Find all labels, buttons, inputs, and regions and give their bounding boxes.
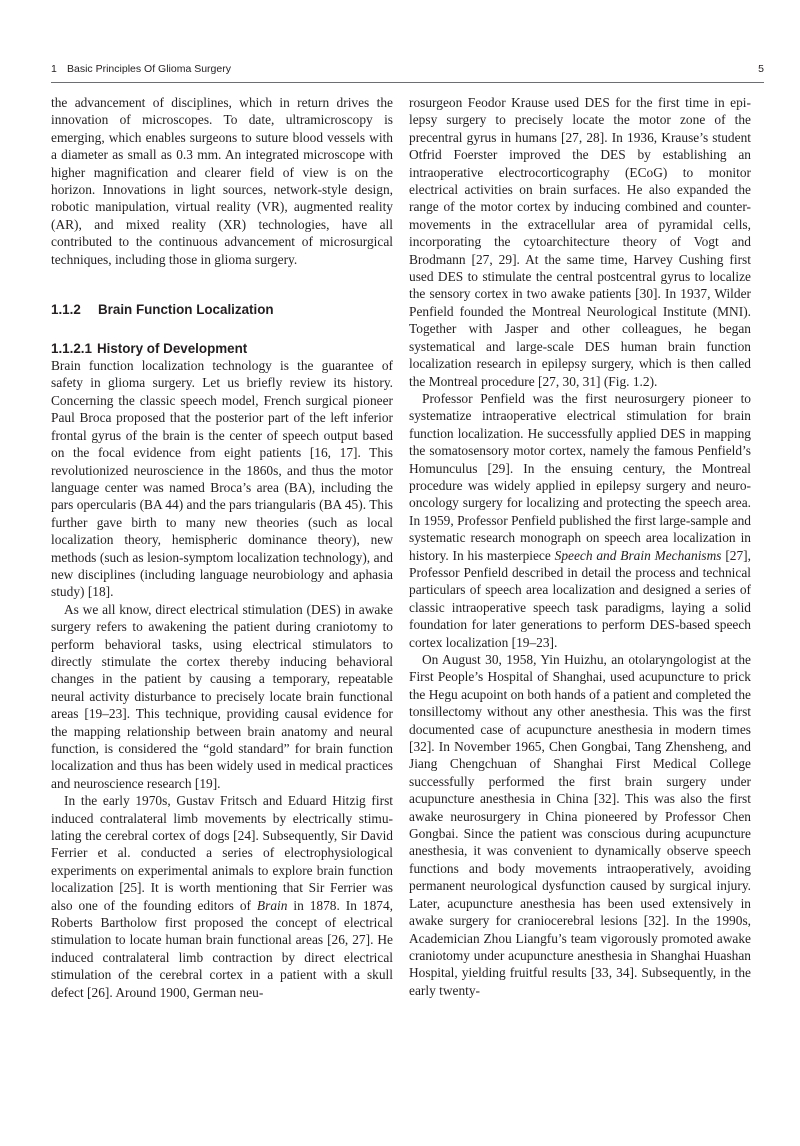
text-segment: In the early 1970s, Gustav Fritsch and Eduard Hitzig first induced contralateral limb movements by electrically stimulating the cerebral cortex of dogs [24]. Subsequently, Sir David Ferrier et al. conducted a series of electrophysiological experiments on experimental animals to explore brain function localization [25]. It is worth mentioning that Sir Ferrier was also one of the founding editors of <box>51 793 393 913</box>
paragraph-fritsch-hitzig <box>51 792 393 1001</box>
paragraph-des-definition: As we all know, direct electrical stimulation (DES) in awake surgery refers to awakening the patient during craniotomy to perform behavioral tasks, using electrical stimulators to directly stimulate the cortex thereby inducing behavioral changes in the patient by causing a temporary, repeatable neural activity disturbance to precisely locate brain functional areas [19–23]. This technique, providing causal evidence for the mapping relationship between brain anatomy and neural function, is considered the “gold standard” for brain function localization and thus has been widely used in medical practices and neuroscience research [19]. <box>51 601 393 791</box>
subsection-heading <box>51 340 393 357</box>
paragraph-penfield <box>409 390 751 651</box>
text-segment: Professor Penfield was the first neurosurgery pioneer to systematize intraoperative electrical stimulation for brain function localization. He successfully applied DES in mapping the somatosensory motor cortex, namely the famous Penfield’s Homunculus [29]. In the ensuing century, the Montreal procedure was widely applied in epilepsy surgery and neuro-oncology surgery for localizing and protecting the speech area. In 1959, Professor Penfield published the first large-sample and systematic research monograph on speech area localization in history. In his masterpiece <box>409 390 751 563</box>
paragraph-krause-continued: rosurgeon Feodor Krause used DES for the first time in epilepsy surgery to precisely locate the motor zone of the precentral gyrus in humans [27, 28]. In 1936, Krause’s student Otfrid Foerster improved the DES by establishing an intraoperative electrocorticography (ECoG) to monitor electrical activities on brain surfaces. He also expanded the range of the motor cortex by inducing combined and counter-movements in the extracellular area of pyramidal cells, incorporating the cytoarchitecture theory of Vogt and Brodmann [27, 29]. At the same time, Harvey Cushing first used DES to stimulate the central postcentral gyrus to localize the sensory cortex in two awake patients [30]. In 1937, Wilder Penfield founded the Montreal Neurological Institute (MNI). Together with Jasper and other colleagues, he began systematical and large-scale DES human brain function localization research in epilepsy surgery, which is then called the Montreal procedure [27, 30, 31] (Fig. 1.2). <box>409 95 751 389</box>
paragraph-microscopy-continued: the advancement of disciplines, which in return drives the innovation of microscopes. To date, ultramicroscopy is emerging, which enables surgeons to suture blood vessels with a diameter as small as 0.3 mm. An integrated microscope with higher magnification and clearer field of view is on the horizon. Innovations in light sources, network-style design, robotic manipulation, virtual reality (VR), augmented reality (AR), and mixed reality (XR) technologies, have all contributed to the continuous advancement of microsurgical techniques, including those in glioma surgery. <box>51 95 393 267</box>
section-number: 1.1.2 <box>51 302 81 318</box>
paragraph-acupuncture-anesthesia: On August 30, 1958, Yin Huizhu, an otolaryngologist at the First People’s Hospital of Shanghai, used acupuncture to prick the Hegu acupoint on both hands of a patient and completed the tonsillectomy without any other anesthesia. This was the first documented case of acupuncture anesthesia in modern times [32]. In November 1965, Chen Gongbai, Tang Zhensheng, and Jiang Chengchuan of Shanghai First Medical College successfully performed the first brain surgery under acupuncture anesthesia in China [32]. This was also the first awake neurosurgery in China pioneered by Professor Chen Gongbai. Since the patient was conscious during acupuncture anesthesia, it was convenient to dynamically observe speech functions and body movements intraoperatively, avoiding permanent neurological dysfunction caused by surgical injury. Later, acupuncture anesthesia has been used extensively in awake surgery for craniocerebral lesions [32]. In the 1990s, Academician Zhou Liangfu’s team vigorously promoted awake craniotomy under acupuncture anesthesia in Shanghai Huashan Hospital, yielding fruitful results [33, 34]. Subsequently, in the early twenty- <box>409 652 751 998</box>
chapter-title: Basic Principles Of Glioma Surgery <box>67 63 231 75</box>
subsection-number: 1.1.2.1 <box>51 341 92 357</box>
text-segment: [27], Professor Penfield described in detail the process and technical particulars of speech area localization and designed a series of classic intraoperative speech task paradigms, laying a solid foundation for later generations to perform DES-based speech cortex localization [19–23]. <box>409 547 751 650</box>
text-segment: in 1878. In 1874, Roberts Bartholow first proposed the concept of electrical stimulation to locate human brain functional areas [26, 27]. He induced contralateral limb contraction by direct electrical stimulation of the cerebral cortex in a patient with a skull defect [26]. Around 1900, German neu- <box>51 897 394 1000</box>
page-number: 5 <box>758 63 764 75</box>
chapter-number: 1 <box>51 63 57 75</box>
section-title: Brain Function Localization <box>98 302 274 318</box>
left-column <box>51 94 393 1001</box>
section-heading <box>51 301 393 318</box>
subsection-title: History of Development <box>96 341 248 357</box>
book-title-speech-brain-mechanisms: Speech and Brain Mechanisms <box>554 547 722 563</box>
right-column <box>409 94 751 999</box>
running-head <box>51 62 764 83</box>
paragraph-broca: Brain function localization technology is the guarantee of safety in glioma surgery. Let us briefly review its history. Concerning the classic speech model, French surgical pioneer Paul Broca proposed that the posterior part of the left inferior frontal gyrus of the brain is the center of speech output based on the focal evidence from eight patients [16, 17]. This revolutionized neuroscience in the 1860s, and thus the motor language center was named Broca’s area (BA), including the pars opercularis (BA 44) and the pars triangularis (BA 45). This further gave birth to many new theories (such as local localization theory, hemispheric dominance theory), new methods (such as lesion-symptom localization technology), and new disciplines (including language neurobiology and aphasia study) [18]. <box>51 358 393 600</box>
journal-title-brain: Brain <box>256 897 288 913</box>
